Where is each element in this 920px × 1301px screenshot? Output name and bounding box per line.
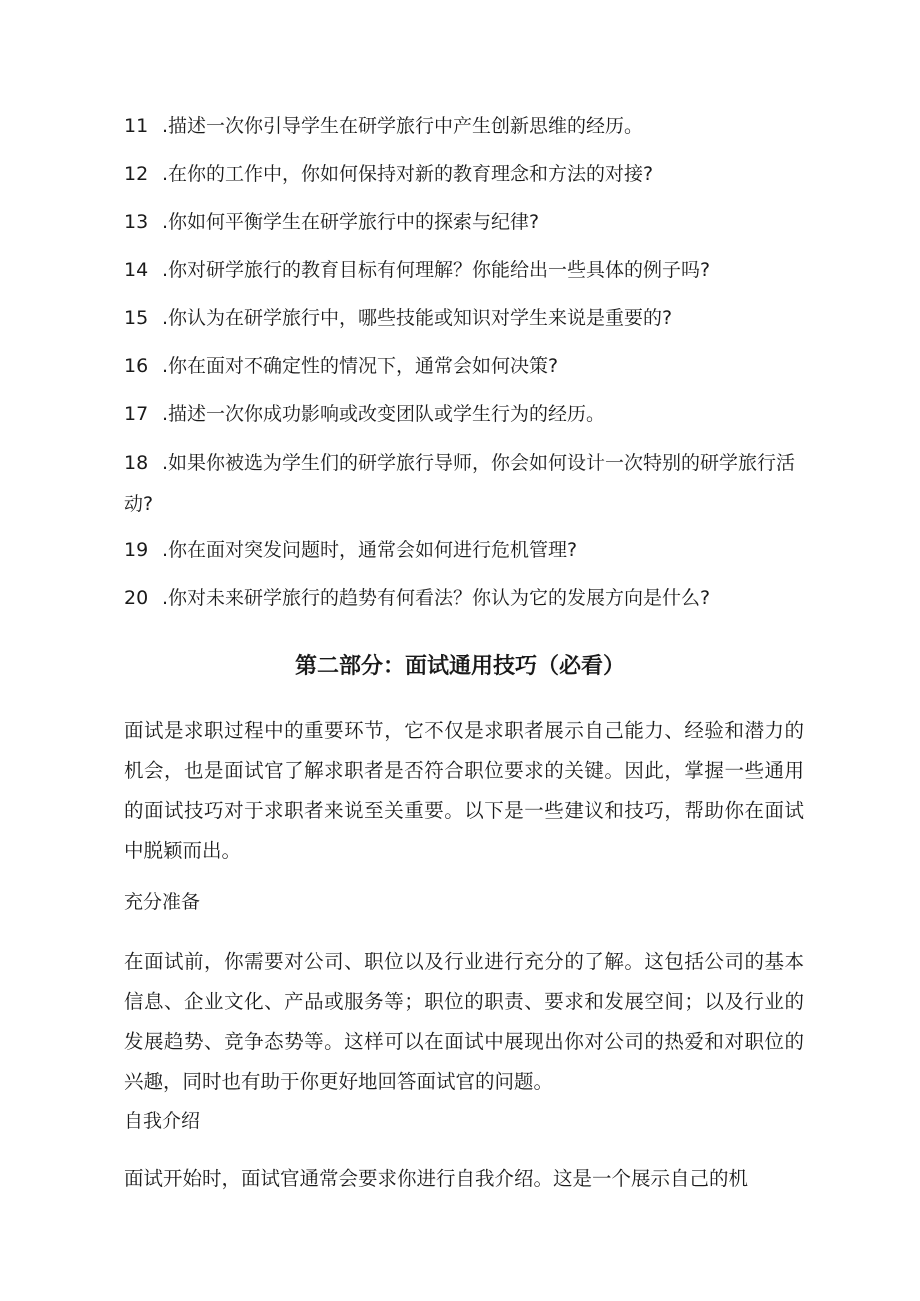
question-number: 17	[124, 403, 149, 425]
question-number: 16	[124, 355, 149, 377]
question-item	[124, 578, 804, 619]
question-item	[124, 250, 804, 291]
question-number: 20	[124, 587, 149, 609]
question-text: .你对未来研学旅行的趋势有何看法？你认为它的发展方向是什么?	[162, 587, 711, 609]
question-text: .在你的工作中，你如何保持对新的教育理念和方法的对接?	[162, 163, 654, 185]
question-item	[124, 346, 804, 387]
question-item	[124, 106, 804, 147]
question-number: 19	[124, 539, 149, 561]
question-text: .你在面对突发问题时，通常会如何进行危机管理?	[162, 539, 578, 561]
question-item	[124, 154, 804, 195]
question-text: .描述一次你成功影响或改变团队或学生行为的经历。	[162, 403, 606, 425]
section-title: 第二部分：面试通用技巧（必看）	[294, 654, 625, 679]
question-number: 18	[124, 452, 149, 474]
question-number: 14	[124, 259, 149, 281]
question-text: .你认为在研学旅行中，哪些技能或知识对学生来说是重要的?	[162, 307, 673, 329]
question-item	[124, 530, 804, 571]
question-item	[124, 443, 804, 525]
subsection-paragraph: 面试开始时，面试官通常会要求你进行自我介绍。这是一个展示自己的机	[124, 1167, 749, 1190]
subsection-title: 自我介绍	[124, 1110, 201, 1132]
question-text: .你如何平衡学生在研学旅行中的探索与纪律?	[162, 211, 540, 233]
question-number: 15	[124, 307, 149, 329]
subsection-title: 充分准备	[124, 891, 201, 913]
question-number: 13	[124, 211, 149, 233]
question-text: .如果你被选为学生们的研学旅行导师，你会如何设计一次特别的研学旅行活动?	[124, 452, 796, 515]
question-text: .你对研学旅行的教育目标有何理解？你能给出一些具体的例子吗?	[162, 259, 711, 281]
subsection-paragraph: 在面试前，你需要对公司、职位以及行业进行充分的了解。这包括公司的基本信息、企业文化、产品或服务等；职位的职责、要求和发展空间；以及行业的发展趋势、竞争态势等。这样可以在面试中展现出你对公司的热爱和对职位的兴趣，同时也有助于你更好地回答面试官的问题。	[124, 950, 804, 1093]
question-item	[124, 202, 804, 243]
question-number: 11	[124, 115, 149, 137]
question-number: 12	[124, 163, 149, 185]
question-text: .你在面对不确定性的情况下，通常会如何决策?	[162, 355, 559, 377]
question-text: .描述一次你引导学生在研学旅行中产生创新思维的经历。	[162, 115, 644, 137]
question-item	[124, 394, 804, 435]
intro-paragraph: 面试是求职过程中的重要环节，它不仅是求职者展示自己能力、经验和潜力的机会，也是面试官了解求职者是否符合职位要求的关键。因此，掌握一些通用的面试技巧对于求职者来说至关重要。以下是一些建议和技巧，帮助你在面试中脱颖而出。	[124, 719, 804, 862]
question-item	[124, 298, 804, 339]
